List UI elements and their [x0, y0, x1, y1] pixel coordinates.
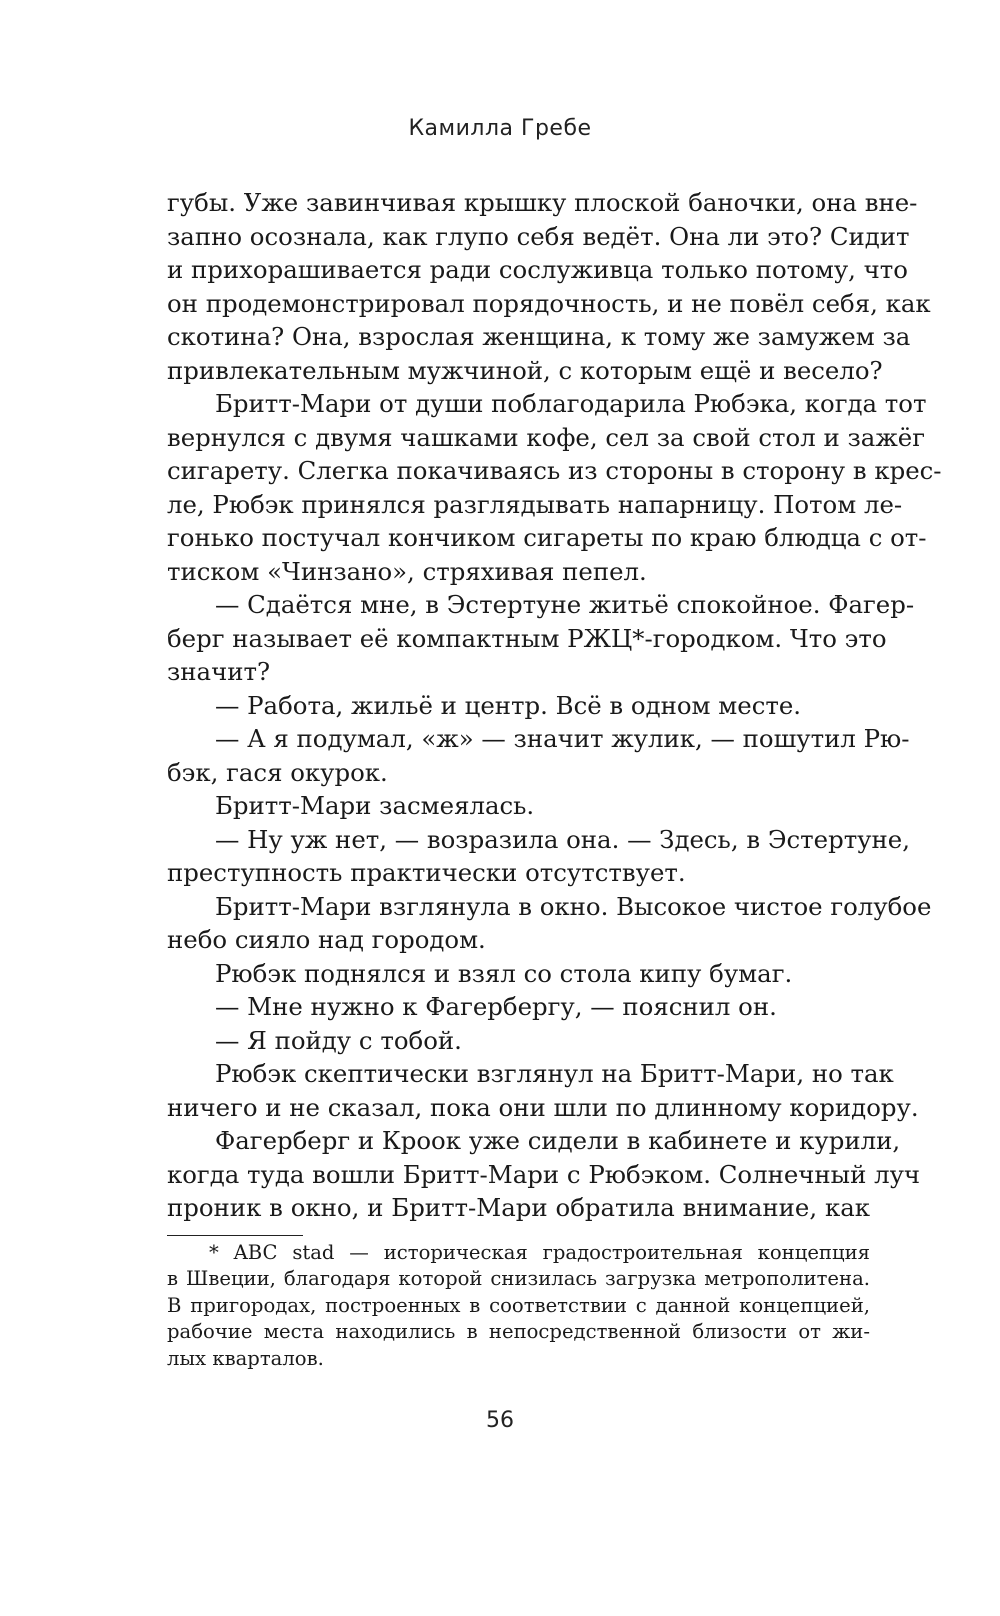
footnote-line: * ABC stad — историческая градостроительная концепция [209, 1241, 870, 1264]
text-line: Рюбэк поднялся и взял со стола кипу бумаг. [215, 958, 793, 988]
text-line: берг называет её компактным РЖЦ*-городком. Что это [167, 623, 887, 653]
footnote-line: лых кварталов. [167, 1346, 324, 1370]
text-line: скотина? Она, взрослая женщина, к тому же замужем за [167, 322, 911, 351]
text-line: Рюбэк скептически взглянул на Бритт-Мари, но так [215, 1059, 894, 1088]
text-line: он продемонстрировал порядочность, и не повёл себя, как [167, 288, 931, 318]
text-line: когда туда вошли Бритт-Мари с Рюбэком. Солнечный луч [167, 1159, 921, 1189]
text-line: небо сияло над городом. [167, 925, 486, 954]
text-line: Бритт-Мари взглянула в окно. Высокое чистое голубое [215, 891, 932, 921]
text-line: преступность практически отсутствует. [167, 858, 686, 887]
text-line: бэк, гася окурок. [167, 757, 388, 787]
text-line: Бритт-Мари от души поблагодарила Рюбэка, когда тот [215, 389, 927, 418]
running-head: Камилла Гребе [408, 116, 592, 141]
text-line: — Я пойду с тобой. [215, 1025, 462, 1055]
text-line: тиском «Чинзано», стряхивая пепел. [167, 556, 647, 586]
text-line: — Сдаётся мне, в Эстертуне житьё спокойное. Фагер- [215, 590, 915, 619]
text-line: сигарету. Слегка покачиваясь из стороны в сторону в крес- [167, 456, 942, 485]
footnote [167, 1240, 870, 1372]
text-line: Бритт-Мари засмеялась. [215, 791, 535, 820]
text-line: и прихорашивается ради сослуживца только потому, что [167, 255, 908, 284]
footnote-line: в Швеции, благодаря которой снизилась загрузка метрополитена. [167, 1267, 870, 1291]
text-line: проник в окно, и Бритт-Мари обратила внимание, как [167, 1193, 870, 1222]
text-line: ничего и не сказал, пока они шли по длинному коридору. [167, 1092, 919, 1122]
text-line: — Ну уж нет, — возразила она. — Здесь, в Эстертуне, [215, 824, 910, 854]
text-line: — Работа, жильё и центр. Всё в одном месте. [215, 690, 802, 720]
text-line: привлекательным мужчиной, с которым ещё и весело? [167, 355, 883, 385]
body-text [167, 186, 942, 1225]
text-line: губы. Уже завинчивая крышку плоской баночки, она вне- [167, 188, 918, 217]
text-line: Фагерберг и Кроок уже сидели в кабинете и курили, [215, 1126, 901, 1155]
footnote-rule [167, 1235, 303, 1236]
footnote-line: В пригородах, построенных в соответствии с данной концепцией, [167, 1293, 870, 1317]
text-line: — А я подумал, «ж» — значит жулик, — пошутил Рю- [215, 724, 910, 753]
text-line: ле, Рюбэк принялся разглядывать напарницу. Потом ле- [167, 489, 903, 519]
text-line: запно осознала, как глупо себя ведёт. Она ли это? Сидит [167, 221, 910, 251]
text-line: значит? [167, 657, 271, 686]
footnote-line: рабочие места находились в непосредственной близости от жи- [167, 1320, 870, 1344]
page-number: 56 [486, 1408, 514, 1433]
text-line: — Мне нужно к Фагербергу, — пояснил он. [215, 992, 777, 1021]
text-line: вернулся с двумя чашками кофе, сел за свой стол и зажёг [167, 422, 925, 452]
text-line: гонько постучал кончиком сигареты по краю блюдца с от- [167, 523, 927, 552]
